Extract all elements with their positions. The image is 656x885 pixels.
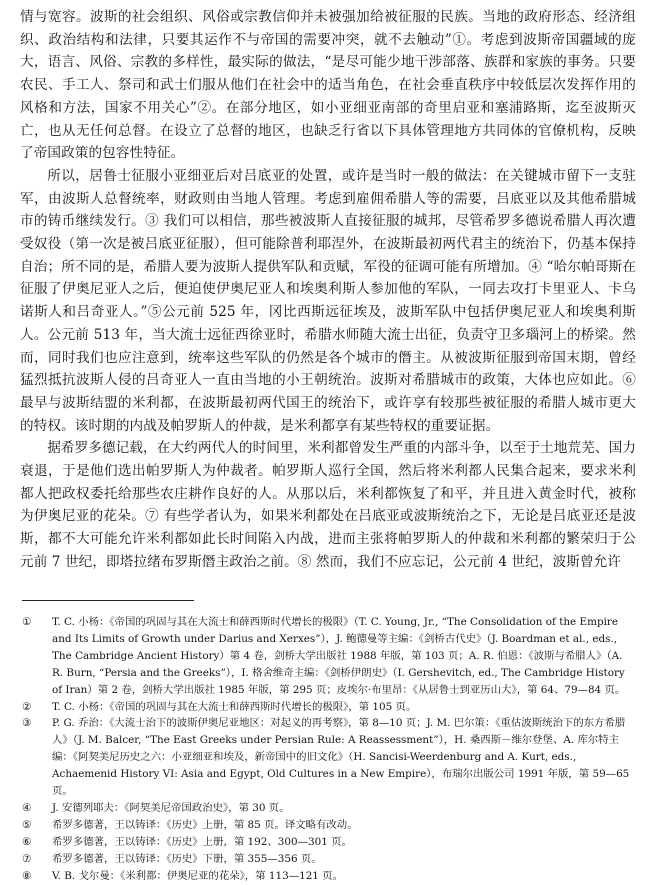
footnote-marker: ④ <box>22 801 32 814</box>
footnote-marker: ⑥ <box>22 835 32 848</box>
footnote-text: J. 安德列耶夫：《阿契美尼帝国政治史》，第 30 页。 <box>52 801 290 814</box>
footnote-text: T. C. 小杨：《帝国的巩固与其在大流士和薛西斯时代增长的极限》（T. C. Young, Jr., “The Consolidation of the Empire and Its Limits of Growth under Darius and Xerxes”），J. 鲍德曼等主编：《剑桥古代史》（J. Boardman et al., eds., The Cambridge Ancient History）第 4 卷，剑桥大学出版社 1988 年版，第 103 页；A. R. 伯恩：《波斯与希腊人》（A. R. Burn, “Persia and the Greeks”），I. 格舍维奇主编：《剑桥伊朗史》（I. Gershevitch, ed., The Cambridge History of Iran）第 2 卷，剑桥大学出版社 1985 年版，第 295 页；皮埃尔·布里昂：《从居鲁士到亚历山大》，第 64、79—84 页。 <box>52 616 626 696</box>
main-text <box>20 6 636 574</box>
paragraph: 据希罗多德记载，在大约两代人的时间里，米利都曾发生严重的内部斗争，以至于土地荒芜、国力衰退，于是他们选出帕罗斯人为仲裁者。帕罗斯人巡行全国，然后将米利都人民集合起来，要求米利都人把政权委托给那些农庄耕作良好的人。从那以后，米利都恢复了和平，并且进入黄金时代，被称为伊奥尼亚的花朵。⑦ 有些学者认为，如果米利都处在吕底亚或波斯统治之下，无论是吕底亚还是波斯，都不大可能允许米利都如此长时间陷入内战，进而主张将帕罗斯人的仲裁和米利都的繁荣归于公元前 7 世纪，即塔拉绪布罗斯僭主政治之前。⑧ 然而，我们不应忘记，公元前 4 世纪，波斯曾允许 <box>20 440 637 570</box>
footnote-text: 希罗多德著，王以铸译：《历史》上册，第 192、300—301 页。 <box>52 835 352 848</box>
footnote <box>22 715 636 800</box>
footnote-separator <box>22 600 194 601</box>
footnote-text: 希罗多德著，王以铸译：《历史》下册，第 355—356 页。 <box>52 852 322 865</box>
footnote-marker: ⑧ <box>22 869 32 882</box>
footnote-text: P. G. 乔治：《大流士治下的波斯伊奥尼亚地区：对起义的再考察》，第 8—10 页；J. M. 巴尔策：《重估波斯统治下的东方希腊人》（J. M. Balcer, “The East Greeks under Persian Rule: A Reassessment”），H. 桑西斯－维尔登堡、A. 库尔特主编：《阿契美尼历史之六：小亚细亚和埃及，新帝国中的旧文化》（H. Sancisi-Weerdenburg and A. Kurt, eds., Achaemenid History VI: Asia and Egypt, Old Cultures in a New Empire），布瑞尔出版公司 1991 年版，第 59—65 页。 <box>52 717 630 798</box>
footnotes <box>22 614 636 885</box>
footnote <box>22 817 636 834</box>
footnote-marker: ③ <box>22 717 32 730</box>
footnote-marker: ① <box>22 616 32 628</box>
footnote <box>22 699 636 716</box>
footnote-marker: ⑦ <box>22 852 32 865</box>
footnote <box>22 851 636 868</box>
footnote <box>22 800 636 817</box>
footnote-text: V. B. 戈尔曼：《米利都：伊奥尼亚的花朵》，第 113—121 页。 <box>52 869 343 882</box>
paragraph: 情与宽容。波斯的社会组织、风俗或宗教信仰并未被强加给被征服的民族。当地的政府形态、经济组织、政治结构和法律，只要其运作不与帝国的需要冲突，就不去触动”①。考虑到波斯帝国疆域的庞大，语言、风俗、宗教的多样性，最实际的做法，“是尽可能少地干涉部落、族群和家族的事务。只要农民、手工人、祭司和武士们服从他们在社会中的适当角色，在社会垂直秩序中较低层次发挥作用的风格和方法，国家不用关心”②。在部分地区，如小亚细亚南部的奇里启亚和塞浦路斯，迄至波斯灭亡，也从无任何总督。在设立了总督的地区，也缺乏行省以下具体管理地方共同体的官僚机构，反映了帝国政策的包容性特征。 <box>20 9 636 162</box>
footnote <box>22 868 636 885</box>
footnote-marker: ⑤ <box>22 818 32 831</box>
footnote <box>22 614 636 699</box>
paragraph: 所以，居鲁士征服小亚细亚后对吕底亚的处置，或许是当时一般的做法：在关键城市留下一支驻军，由波斯人总督统率，财政则由当地人管理。考虑到雇佣希腊人等的需要，吕底亚以及其他希腊城市的铸币继续发行。③ 我们可以相信，那些被波斯人直接征服的城邦，尽管希罗多德说希腊人再次遭受奴役（第一次是被吕底亚征服），但可能除普利耶涅外，在波斯最初两代君主的统治下，仍基本保持自治；所不同的是，希腊人要为波斯人提供军队和贡赋，军役的征调可能有所增加。④ “哈尔帕哥斯在征服了伊奥尼亚人之后，便迫使伊奥尼亚人和埃奥利斯人参加他的军队，一同去攻打卡里亚人、卡乌诺斯人和吕奇亚人。”⑤公元前 525 年，冈比西斯远征埃及，波斯军队中包括伊奥尼亚人和埃奥利斯人。公元前 513 年，当大流士远征西徐亚时，希腊水师随大流士出征，负责守卫多瑙河上的桥梁。然而，同时我们也应注意到，统率这些军队的仍然是各个城市的僭主。从被波斯征服到帝国末期，曾经猛烈抵抗波斯人侵的吕奇亚人一直由当地的小王朝统治。波斯对希腊城市的政策，大体也应如此。⑥最早与波斯结盟的米利都，在波斯最初两代国王的统治下，或许享有较那些被征服的希腊人城市更大的特权。该时期的内战及帕罗斯人的仲裁，是米利都享有某些特权的重要证据。 <box>20 167 636 434</box>
footnote <box>22 834 636 851</box>
footnote-marker: ② <box>22 700 32 713</box>
footnote-text: 希罗多德著，王以铸译：《历史》上册，第 85 页。译文略有改动。 <box>52 818 358 831</box>
footnote-text: T. C. 小杨：《帝国的巩固与其在大流士和薛西斯时代增长的极限》，第 105 页。 <box>52 700 417 713</box>
